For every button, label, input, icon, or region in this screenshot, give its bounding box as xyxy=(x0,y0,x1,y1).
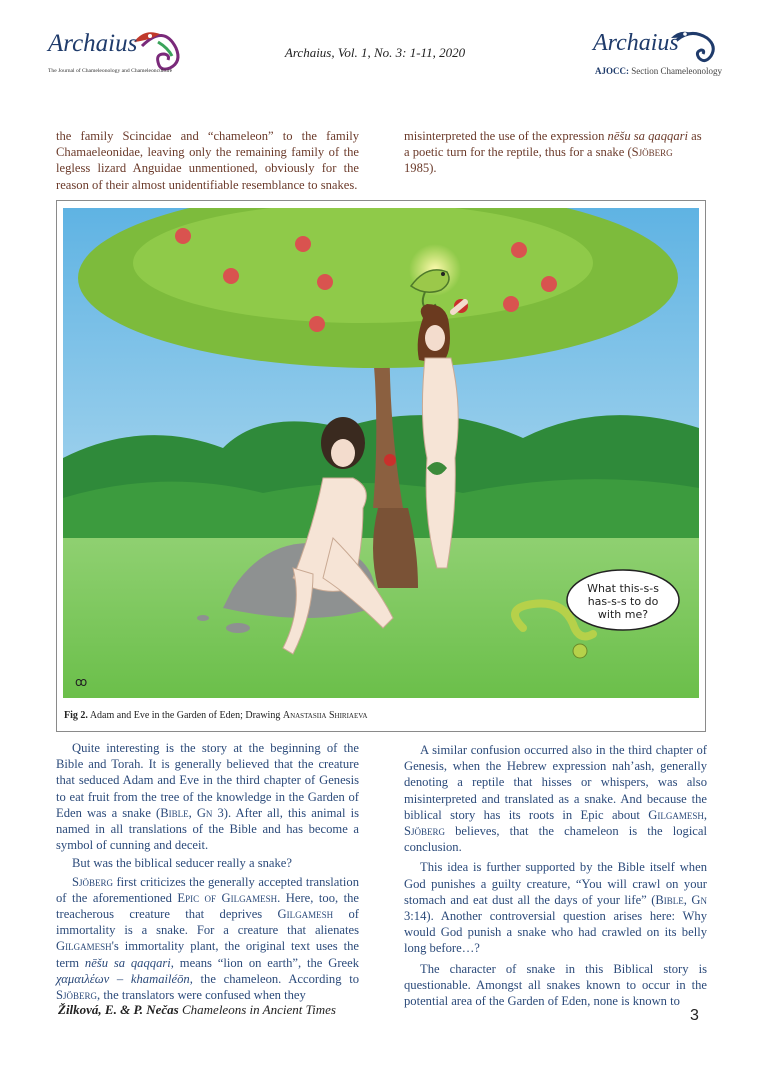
page-number: 3 xyxy=(690,1007,699,1024)
chameleon-eye xyxy=(441,272,445,276)
paragraph: the family Scincidae and “chameleon” to the family Chamaeleonidae, leaving only the remaining family of the legless lizard Anguidae unmentioned, obviously for the reason of their almost unidentifiable resemblance to snakes. xyxy=(56,129,359,192)
pomegranate-in-hand xyxy=(384,454,396,466)
paragraph: But was the biblical seducer really a snake? xyxy=(72,856,292,871)
adam-face xyxy=(331,439,355,467)
pomegranate xyxy=(309,316,325,332)
caption-artist: Anastasiia Shiriaeva xyxy=(282,710,368,721)
snake-head xyxy=(573,644,587,658)
text: 3). After all, this animal is named in all translations of the Bible and has become a symbol of cunning and deceit. xyxy=(56,805,359,853)
paragraph: The character of snake in this Biblical story is questionable. Amongst all snakes known to occur in the potential area of the Garden of Eden, none is known to xyxy=(404,961,707,1009)
text: . Here, too, the treacherous creature that deprives xyxy=(56,890,360,922)
logo-tagline: The Journal of Chameleonology and Chameleonculture xyxy=(48,68,173,74)
greek-term: χαμαιλέων – khamailéōn xyxy=(56,971,190,986)
speech-line-2: has-s-s to do xyxy=(587,595,659,608)
author-name: Sjöberg xyxy=(404,824,446,839)
text: A similar confusion occurred also in the third chapter of Genesis, when the Hebrew expression nah’ash, generally denoting a reptile that hisses or whispers, was also misinterpreted and translated as a snake. And because the biblical story has its roots in Epic about xyxy=(404,743,707,822)
author-name: Sjöberg xyxy=(631,145,673,160)
paragraph xyxy=(56,740,359,853)
paragraph xyxy=(404,128,707,177)
text: , means “lion on earth”, the Greek xyxy=(170,955,359,970)
paragraph xyxy=(56,874,359,1004)
gilgamesh-name: Gilgamesh xyxy=(277,907,334,922)
caption-text: Adam and Eve in the Garden of Eden; Drawing xyxy=(87,710,283,721)
text: , the chameleon. According to xyxy=(189,971,359,986)
section-label xyxy=(595,66,722,76)
artist-signature: ꝏ xyxy=(75,675,88,689)
footer-title: Chameleons in Ancient Times xyxy=(178,1002,336,1017)
author-name: Sjöberg xyxy=(72,874,114,889)
text: believes, that the chameleon is the logical conclusion. xyxy=(404,824,707,855)
text: misinterpreted the use of the expression xyxy=(404,129,608,143)
pomegranate xyxy=(175,228,191,244)
pomegranate xyxy=(511,242,527,258)
logo-wordmark: Archaius xyxy=(48,30,138,57)
journal-reference: Archaius, Vol. 1, No. 3: 1-11, 2020 xyxy=(284,45,466,60)
journal-logo-left xyxy=(46,22,196,78)
speech-line-1: What this-s-s xyxy=(587,582,659,595)
top-left-paragraph xyxy=(56,128,359,193)
gilgamesh-name: Gilgamesh xyxy=(648,807,704,822)
speech-line-3: with me? xyxy=(597,608,649,621)
paragraph xyxy=(404,742,707,855)
pomegranate xyxy=(541,276,557,292)
body-right-column xyxy=(404,742,707,1009)
body-left-column xyxy=(56,740,359,1003)
text: 's immortality plant, the original text uses the term xyxy=(56,939,359,970)
bible-reference: Bible, Gn xyxy=(160,805,213,820)
garden-of-eden-illustration xyxy=(63,208,699,698)
top-right-paragraph xyxy=(404,128,707,177)
logo-wordmark: Archaius xyxy=(593,30,679,56)
running-footer xyxy=(58,1002,336,1018)
text: , the translators were confused when they xyxy=(97,988,306,1003)
bible-reference: Bible, Gn xyxy=(655,892,707,907)
eve-face xyxy=(425,325,445,351)
text: 1985). xyxy=(404,161,437,176)
gilgamesh-name: Gilgamesh xyxy=(56,939,112,954)
text: first criticizes the generally accepted translation of the aforementioned xyxy=(56,874,359,905)
paragraph xyxy=(404,859,707,956)
text: , xyxy=(703,807,707,822)
text: Quite interesting is the story at the beginning of the Bible and Torah. It is generally believed that the creature that seduced Adam and Eve in the third chapter of Genesis to eat fruit from the tree of the knowledge in the Garden of Eden was a snake ( xyxy=(56,741,359,820)
pebble xyxy=(226,623,250,633)
footer-authors: Žilková, E. & P. Nečas xyxy=(58,1002,179,1017)
section-acronym: AJOCC: xyxy=(595,66,629,76)
pomegranate xyxy=(223,268,239,284)
journal-logo-right xyxy=(585,22,735,78)
figure-caption xyxy=(64,710,367,721)
tree-canopy-highlight xyxy=(133,208,593,323)
italic-term: nēšu sa qaqqari xyxy=(84,955,171,970)
caption-label: Fig 2. xyxy=(64,710,88,721)
text: of immortality is a snake. For a creature that alienates xyxy=(56,907,359,938)
text: 3:14). Another controversial question arises here: Why would God punish a snake who had crawled on its belly long before…? xyxy=(404,909,707,956)
text: This idea is further supported by the Bible itself when God punishes a guilty creature, “You will crawl on your stomach and eat dust all the days of your life” ( xyxy=(404,860,707,907)
pomegranate xyxy=(503,296,519,312)
pebble xyxy=(197,615,209,621)
italic-term: nēšu sa qaqqari xyxy=(607,129,689,143)
pomegranate xyxy=(295,236,311,252)
epic-title: Epic of Gilgamesh xyxy=(177,890,278,905)
text: as a poetic turn for the reptile, thus for a snake ( xyxy=(404,129,702,160)
author-name: Sjöberg xyxy=(56,988,98,1003)
section-name: Section Chameleonology xyxy=(629,66,722,76)
figure-illustration xyxy=(63,208,699,698)
pomegranate xyxy=(317,274,333,290)
